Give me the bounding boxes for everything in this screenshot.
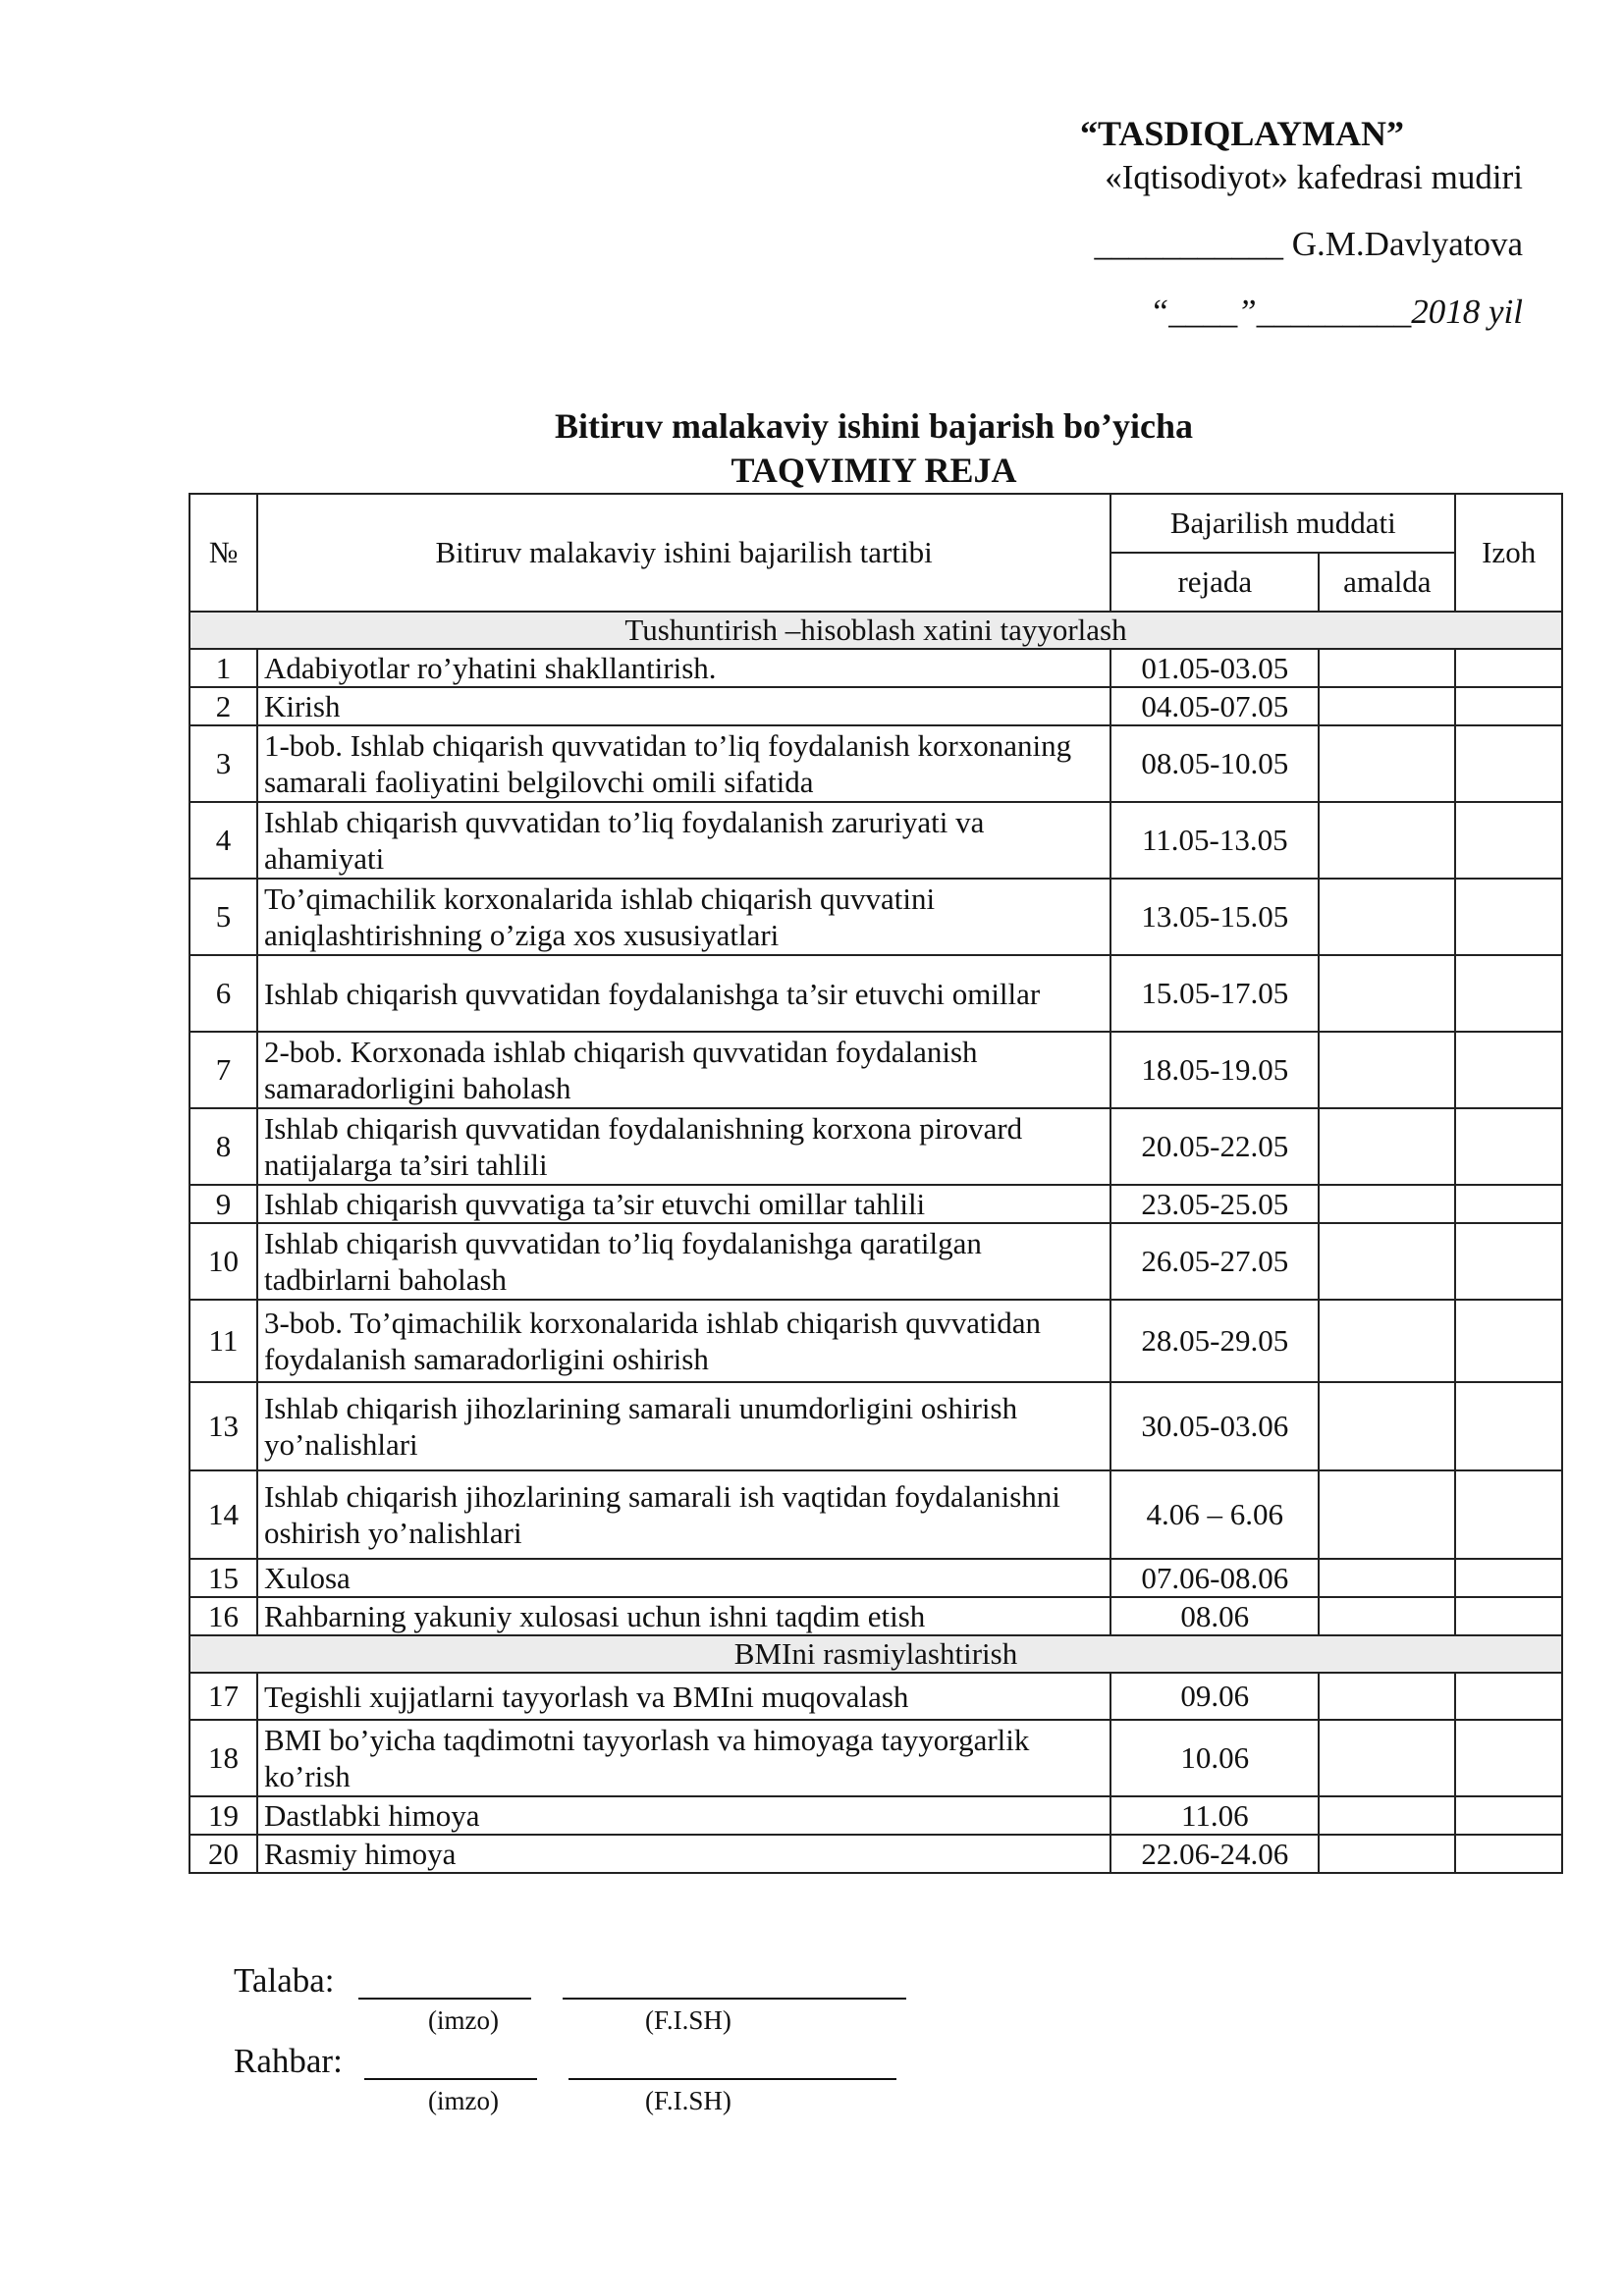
header-number: № xyxy=(189,494,257,612)
row-number: 6 xyxy=(189,955,257,1032)
row-task: Ishlab chiqarish jihozlarining samarali ish vaqtidan foydalanishni oshirish yo’nalishlari xyxy=(257,1470,1110,1559)
table-row xyxy=(189,1796,1562,1835)
row-planned-date: 08.05-10.05 xyxy=(1110,725,1319,802)
row-task: Ishlab chiqarish quvvatidan to’liq foydalanish zaruriyati va ahamiyati xyxy=(257,802,1110,879)
calendar-plan-table xyxy=(189,493,1563,1874)
row-number: 19 xyxy=(189,1796,257,1835)
table-row xyxy=(189,1032,1562,1108)
row-planned-date: 10.06 xyxy=(1110,1720,1319,1796)
approval-date-line: “____”_________2018 yil xyxy=(1149,293,1523,331)
row-number: 18 xyxy=(189,1720,257,1796)
table-row xyxy=(189,1470,1562,1559)
row-planned-date: 28.05-29.05 xyxy=(1110,1300,1319,1382)
row-note xyxy=(1455,1108,1562,1185)
row-number: 15 xyxy=(189,1559,257,1597)
table-row xyxy=(189,1300,1562,1382)
row-number: 20 xyxy=(189,1835,257,1873)
table-row xyxy=(189,802,1562,879)
header-planned: rejada xyxy=(1110,553,1319,612)
row-actual-date xyxy=(1319,1108,1455,1185)
table-row xyxy=(189,725,1562,802)
student-label: Talaba: xyxy=(234,1961,335,2000)
table-row xyxy=(189,879,1562,955)
row-note xyxy=(1455,1720,1562,1796)
row-note xyxy=(1455,802,1562,879)
approval-name-line: ___________ G.M.Davlyatova xyxy=(1094,225,1523,263)
row-note xyxy=(1455,725,1562,802)
header-deadline: Bajarilish muddati xyxy=(1110,494,1455,553)
row-number: 16 xyxy=(189,1597,257,1635)
row-number: 3 xyxy=(189,725,257,802)
table-row xyxy=(189,1185,1562,1223)
table-row xyxy=(189,1223,1562,1300)
row-task: Adabiyotlar ro’yhatini shakllantirish. xyxy=(257,649,1110,687)
row-planned-date: 01.05-03.05 xyxy=(1110,649,1319,687)
row-task: Dastlabki himoya xyxy=(257,1796,1110,1835)
row-task: Ishlab chiqarish jihozlarining samarali unumdorligini oshirish yo’nalishlari xyxy=(257,1382,1110,1470)
row-note xyxy=(1455,1470,1562,1559)
row-actual-date xyxy=(1319,687,1455,725)
row-task: BMI bo’yicha taqdimotni tayyorlash va himoyaga tayyorgarlik ko’rish xyxy=(257,1720,1110,1796)
row-actual-date xyxy=(1319,1796,1455,1835)
row-actual-date xyxy=(1319,1382,1455,1470)
table-row xyxy=(189,649,1562,687)
row-actual-date xyxy=(1319,1185,1455,1223)
section-title: BMIni rasmiylashtirish xyxy=(189,1635,1562,1673)
row-planned-date: 23.05-25.05 xyxy=(1110,1185,1319,1223)
row-planned-date: 09.06 xyxy=(1110,1673,1319,1720)
row-actual-date xyxy=(1319,1470,1455,1559)
supervisor-name-line xyxy=(568,2076,896,2080)
row-planned-date: 13.05-15.05 xyxy=(1110,879,1319,955)
row-note xyxy=(1455,649,1562,687)
row-actual-date xyxy=(1319,802,1455,879)
student-name-caption: (F.I.SH) xyxy=(645,2005,731,2035)
row-task: Rahbarning yakuniy xulosasi uchun ishni taqdim etish xyxy=(257,1597,1110,1635)
row-actual-date xyxy=(1319,1720,1455,1796)
row-actual-date xyxy=(1319,879,1455,955)
row-task: Rasmiy himoya xyxy=(257,1835,1110,1873)
row-planned-date: 4.06 – 6.06 xyxy=(1110,1470,1319,1559)
document-title-line2: TAQVIMIY REJA xyxy=(731,451,1017,490)
row-task: Ishlab chiqarish quvvatidan foydalanishga ta’sir etuvchi omillar xyxy=(257,955,1110,1032)
supervisor-signature-line xyxy=(364,2076,537,2080)
header-actual: amalda xyxy=(1319,553,1455,612)
header-task: Bitiruv malakaviy ishini bajarilish tartibi xyxy=(257,494,1110,612)
row-planned-date: 15.05-17.05 xyxy=(1110,955,1319,1032)
table-row xyxy=(189,955,1562,1032)
row-number: 7 xyxy=(189,1032,257,1108)
row-planned-date: 18.05-19.05 xyxy=(1110,1032,1319,1108)
row-planned-date: 04.05-07.05 xyxy=(1110,687,1319,725)
row-number: 1 xyxy=(189,649,257,687)
table-row xyxy=(189,1382,1562,1470)
table-row xyxy=(189,1597,1562,1635)
row-actual-date xyxy=(1319,1673,1455,1720)
table-body xyxy=(189,612,1562,1873)
row-number: 11 xyxy=(189,1300,257,1382)
row-task: Ishlab chiqarish quvvatiga ta’sir etuvchi omillar tahlili xyxy=(257,1185,1110,1223)
section-row xyxy=(189,1635,1562,1673)
table-row xyxy=(189,687,1562,725)
row-note xyxy=(1455,955,1562,1032)
row-task: Tegishli xujjatlarni tayyorlash va BMIni muqovalash xyxy=(257,1673,1110,1720)
row-note xyxy=(1455,1185,1562,1223)
row-number: 14 xyxy=(189,1470,257,1559)
supervisor-label: Rahbar: xyxy=(234,2042,343,2080)
row-planned-date: 26.05-27.05 xyxy=(1110,1223,1319,1300)
row-note xyxy=(1455,687,1562,725)
document-title-line1: Bitiruv malakaviy ishini bajarish bo’yicha xyxy=(554,406,1194,446)
row-actual-date xyxy=(1319,1559,1455,1597)
row-actual-date xyxy=(1319,1835,1455,1873)
student-name-line xyxy=(563,1996,906,2000)
row-planned-date: 07.06-08.06 xyxy=(1110,1559,1319,1597)
row-task: Ishlab chiqarish quvvatidan foydalanishning korxona pirovard natijalarga ta’siri tahlili xyxy=(257,1108,1110,1185)
student-signature-line xyxy=(358,1996,531,2000)
row-note xyxy=(1455,1032,1562,1108)
row-note xyxy=(1455,1559,1562,1597)
row-note xyxy=(1455,1835,1562,1873)
row-note xyxy=(1455,1382,1562,1470)
row-actual-date xyxy=(1319,1597,1455,1635)
row-note xyxy=(1455,1673,1562,1720)
table-row xyxy=(189,1835,1562,1873)
approval-heading: “TASDIQLAYMAN” xyxy=(1080,114,1405,153)
row-number: 2 xyxy=(189,687,257,725)
row-task: 1-bob. Ishlab chiqarish quvvatidan to’liq foydalanish korxonaning samarali faoliyatini belgilovchi omili sifatida xyxy=(257,725,1110,802)
row-note xyxy=(1455,879,1562,955)
row-planned-date: 22.06-24.06 xyxy=(1110,1835,1319,1873)
row-note xyxy=(1455,1597,1562,1635)
row-number: 17 xyxy=(189,1673,257,1720)
row-task: 2-bob. Korxonada ishlab chiqarish quvvatidan foydalanish samaradorligini baholash xyxy=(257,1032,1110,1108)
row-number: 8 xyxy=(189,1108,257,1185)
table-row xyxy=(189,1559,1562,1597)
row-planned-date: 11.06 xyxy=(1110,1796,1319,1835)
row-note xyxy=(1455,1300,1562,1382)
row-number: 10 xyxy=(189,1223,257,1300)
row-actual-date xyxy=(1319,1223,1455,1300)
table-row xyxy=(189,1108,1562,1185)
row-note xyxy=(1455,1796,1562,1835)
row-task: Xulosa xyxy=(257,1559,1110,1597)
supervisor-signature-caption: (imzo) xyxy=(428,2086,499,2115)
section-title: Tushuntirish –hisoblash xatini tayyorlash xyxy=(189,612,1562,649)
row-planned-date: 20.05-22.05 xyxy=(1110,1108,1319,1185)
row-actual-date xyxy=(1319,1032,1455,1108)
row-number: 4 xyxy=(189,802,257,879)
row-actual-date xyxy=(1319,1300,1455,1382)
row-planned-date: 08.06 xyxy=(1110,1597,1319,1635)
row-number: 5 xyxy=(189,879,257,955)
row-task: To’qimachilik korxonalarida ishlab chiqarish quvvatini aniqlashtirishning o’ziga xos xususiyatlari xyxy=(257,879,1110,955)
row-number: 13 xyxy=(189,1382,257,1470)
row-note xyxy=(1455,1223,1562,1300)
table-row xyxy=(189,1720,1562,1796)
row-planned-date: 30.05-03.06 xyxy=(1110,1382,1319,1470)
student-signature-caption: (imzo) xyxy=(428,2005,499,2035)
row-actual-date xyxy=(1319,649,1455,687)
table-row xyxy=(189,1673,1562,1720)
header-note: Izoh xyxy=(1455,494,1562,612)
row-actual-date xyxy=(1319,725,1455,802)
row-task: Kirish xyxy=(257,687,1110,725)
row-planned-date: 11.05-13.05 xyxy=(1110,802,1319,879)
row-task: Ishlab chiqarish quvvatidan to’liq foydalanishga qaratilgan tadbirlarni baholash xyxy=(257,1223,1110,1300)
row-number: 9 xyxy=(189,1185,257,1223)
row-actual-date xyxy=(1319,955,1455,1032)
row-task: 3-bob. To’qimachilik korxonalarida ishlab chiqarish quvvatidan foydalanish samaradorligini oshirish xyxy=(257,1300,1110,1382)
supervisor-name-caption: (F.I.SH) xyxy=(645,2086,731,2115)
approval-role: «Iqtisodiyot» kafedrasi mudiri xyxy=(1105,158,1523,196)
section-row xyxy=(189,612,1562,649)
